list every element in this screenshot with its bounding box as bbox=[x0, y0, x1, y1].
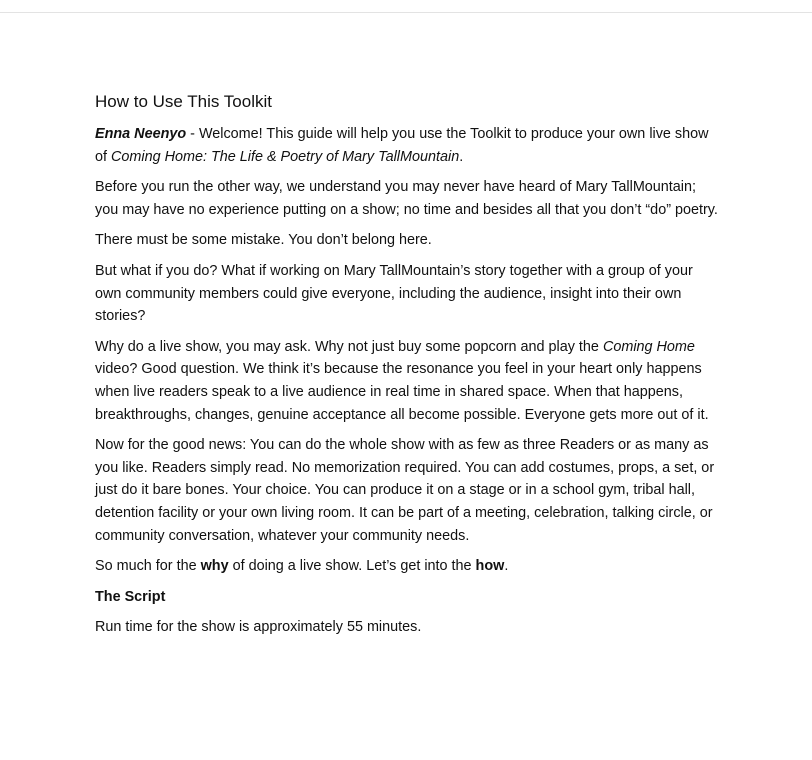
why-text-after: video? Good question. We think it’s because the resonance you feel in your heart only happens when live readers speak to a live audience in real time in shared space. When that happens, breakthroughs, changes, genuine acceptance all become possible. Everyone gets more out of it. bbox=[95, 361, 709, 423]
intro-paragraph bbox=[95, 123, 723, 168]
paragraph-what-if: But what if you do? What if working on Mary TallMountain’s story together with a group of your own community members could give everyone, including the audience, insight into their own stories? bbox=[95, 262, 693, 325]
show-title: Coming Home: The Life & Poetry of Mary TallMountain bbox=[111, 148, 460, 165]
why-emphasis: why bbox=[200, 558, 229, 575]
paragraph-mistake: There must be some mistake. You don’t belong here. bbox=[95, 232, 432, 249]
why-how-text-3: . bbox=[504, 558, 509, 575]
paragraph-why-how bbox=[95, 555, 723, 578]
document-title: How to Use This Toolkit bbox=[95, 92, 272, 111]
paragraph-good-news: Now for the good news: You can do the whole show with as few as three Readers or as many as you like. Readers simply read. No memorization required. You can add costumes, props, a set, or just do it bare bones. Your choice. You can produce it on a stage or in a school gym, tribal hall, detention facility or your own living room. It can be part of a meeting, celebration, talking circle, or community conversation, whatever your community needs. bbox=[95, 437, 715, 544]
section-heading-script: The Script bbox=[95, 588, 166, 605]
why-text-before: Why do a live show, you may ask. Why not just buy some popcorn and play the bbox=[95, 338, 603, 355]
why-how-text-2: of doing a live show. Let’s get into the bbox=[228, 558, 476, 575]
script-runtime-text: Run time for the show is approximately 55 minutes. bbox=[95, 619, 422, 636]
paragraph-why-live bbox=[95, 336, 723, 426]
intro-end: . bbox=[459, 148, 464, 165]
intro-text: - Welcome! This guide will help you use the Toolkit to produce your own live show of bbox=[95, 126, 709, 165]
how-emphasis: how bbox=[475, 558, 505, 575]
page-top-divider bbox=[0, 12, 812, 13]
speaker-name: Enna Neenyo bbox=[95, 126, 187, 142]
document-body bbox=[95, 90, 723, 647]
why-how-text-1: So much for the bbox=[95, 558, 201, 575]
paragraph-run-away: Before you run the other way, we understand you may never have heard of Mary TallMountain; you may have no experience putting on a show; no time and besides all that you don’t “do” poetry. bbox=[95, 179, 718, 218]
why-video-title: Coming Home bbox=[602, 338, 695, 355]
